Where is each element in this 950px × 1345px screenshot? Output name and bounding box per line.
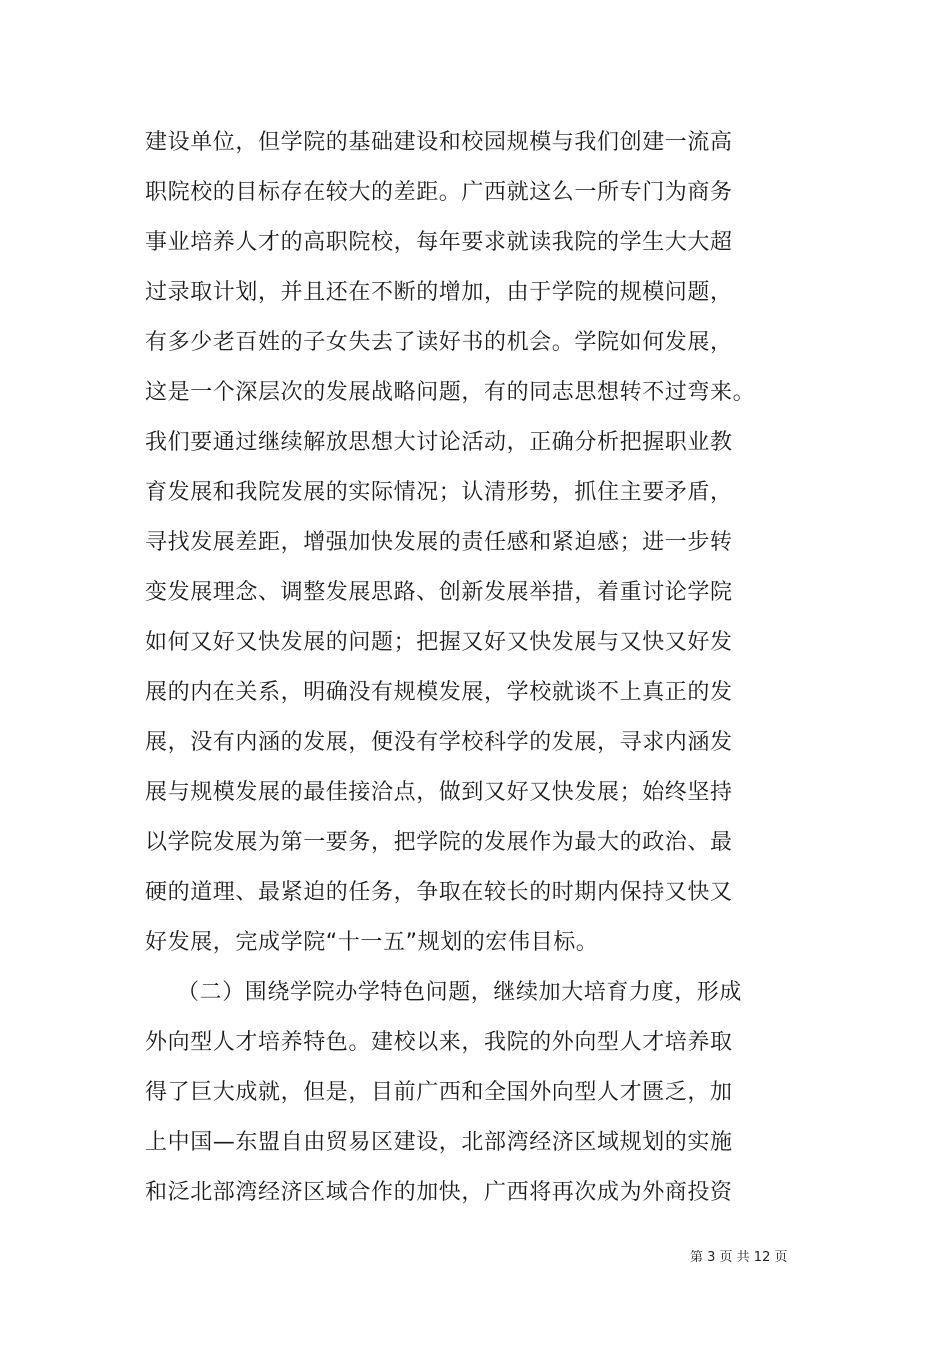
text-line: 如何又好又快发展的问题；把握又好又快发展与又快又好发 bbox=[145, 630, 733, 655]
text-line: 这是一个深层次的发展战略问题，有的同志思想转不过弯来。 bbox=[145, 380, 756, 405]
text-line: 过录取计划，并且还在不断的增加，由于学院的规模问题， bbox=[145, 280, 733, 305]
text-line: 展，没有内涵的发展，便没有学校科学的发展，寻求内涵发 bbox=[145, 730, 733, 755]
text-line: 我们要通过继续解放思想大讨论活动，正确分析把握职业教 bbox=[145, 430, 733, 455]
text-line: 建设单位，但学院的基础建设和校园规模与我们创建一流高 bbox=[145, 130, 733, 155]
page-number-footer: 第 3 页 共 12 页 bbox=[690, 1250, 788, 1265]
text-line: 得了巨大成就，但是，目前广西和全国外向型人才匮乏，加 bbox=[145, 1080, 733, 1105]
text-line: 育发展和我院发展的实际情况；认清形势，抓住主要矛盾， bbox=[145, 480, 733, 505]
text-line: 寻找发展差距，增强加快发展的责任感和紧迫感；进一步转 bbox=[145, 530, 733, 555]
text-line: 事业培养人才的高职院校，每年要求就读我院的学生大大超 bbox=[145, 230, 733, 255]
text-line: 好发展，完成学院“十一五”规划的宏伟目标。 bbox=[145, 930, 599, 955]
text-line: 有多少老百姓的子女失去了读好书的机会。学院如何发展， bbox=[145, 330, 733, 355]
text-line: 变发展理念、调整发展思路、创新发展举措，着重讨论学院 bbox=[145, 580, 733, 605]
text-line: 外向型人才培养特色。建校以来，我院的外向型人才培养取 bbox=[145, 1030, 733, 1055]
body-text bbox=[145, 118, 785, 1218]
text-line: 以学院发展为第一要务，把学院的发展作为最大的政治、最 bbox=[145, 830, 733, 855]
text-line: 展的内在关系，明确没有规模发展，学校就谈不上真正的发 bbox=[145, 680, 733, 705]
section-heading-line: （二）围绕学院办学特色问题，继续加大培育力度，形成 bbox=[177, 980, 743, 1005]
text-line: 职院校的目标存在较大的差距。广西就这么一所专门为商务 bbox=[145, 180, 733, 205]
text-line: 展与规模发展的最佳接洽点，做到又好又快发展；始终坚持 bbox=[145, 780, 733, 805]
text-line: 硬的道理、最紧迫的任务，争取在较长的时期内保持又快又 bbox=[145, 880, 733, 905]
text-line: 上中国—东盟自由贸易区建设，北部湾经济区域规划的实施 bbox=[145, 1130, 733, 1155]
text-line: 和泛北部湾经济区域合作的加快，广西将再次成为外商投资 bbox=[145, 1180, 733, 1205]
